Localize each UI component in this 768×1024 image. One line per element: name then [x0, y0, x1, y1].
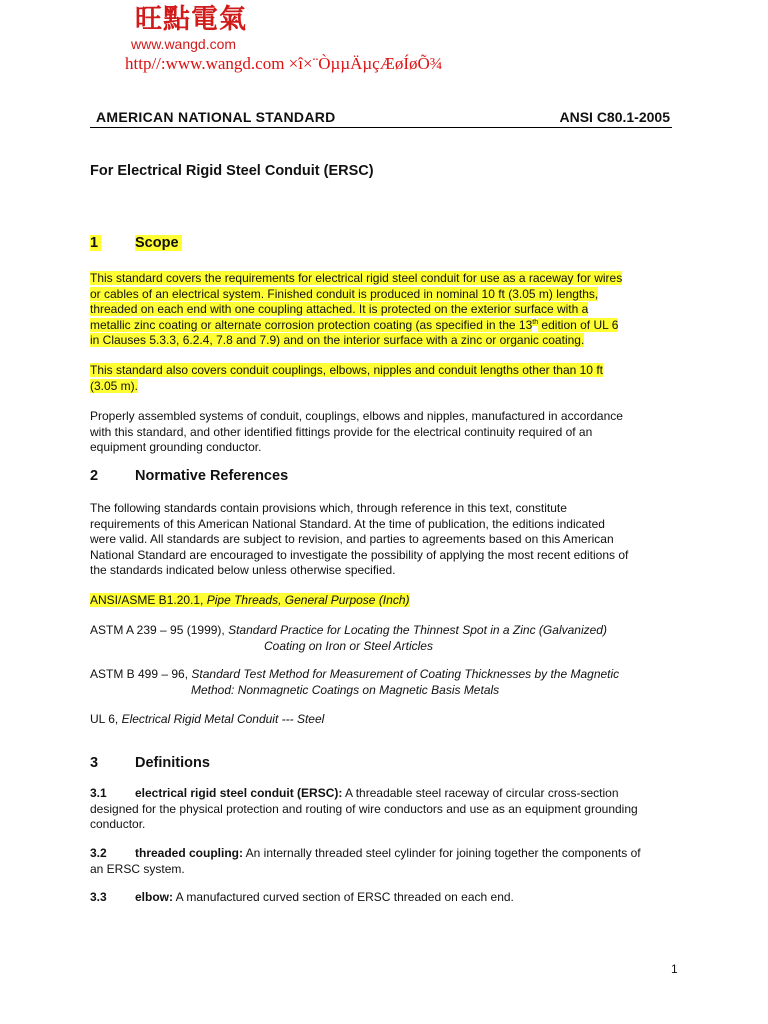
- logo-url[interactable]: www.wangd.com: [131, 36, 237, 52]
- text-line: (3.05 m).: [90, 378, 139, 393]
- definition-term: elbow:: [135, 890, 173, 904]
- definition-term: threaded coupling:: [135, 846, 243, 860]
- ad-banner-text[interactable]: http//:www.wangd.com ×î×¨ÒµµÄµçÆøÍøÕ¾: [125, 54, 443, 73]
- definition-text: an ERSC system.: [90, 861, 185, 876]
- text-line: with this standard, and other identified fittings provide for the electrical continuity required of an: [90, 424, 593, 439]
- text-line: or cables of an electrical system. Finished conduit is produced in nominal 10 ft (3.05 m) lengths,: [90, 286, 599, 301]
- definition-number: 3.2: [90, 846, 107, 860]
- text-line: edition of UL 6: [538, 317, 619, 332]
- definition-item: [90, 786, 680, 833]
- superscript: th: [532, 318, 539, 326]
- text-line: in Clauses 5.3.3, 6.2.4, 7.8 and 7.9) and on the interior surface with a zinc or organic coating.: [90, 333, 585, 347]
- document-title: For Electrical Rigid Steel Conduit (ERSC): [90, 163, 374, 179]
- section-title: Scope: [135, 235, 182, 251]
- reference-code: ASTM B 499 – 96,: [90, 667, 192, 681]
- standard-org-title: AMERICAN NATIONAL STANDARD: [96, 109, 336, 125]
- definition-text: A threadable steel raceway of circular cross-section: [342, 786, 619, 800]
- section-number: 3: [90, 755, 99, 771]
- definition-item: [90, 846, 680, 877]
- text-line: The following standards contain provisions which, through reference in this text, constitute: [90, 501, 567, 515]
- definition-text: designed for the physical protection and routing of wire conductors and use as an equipment grounding: [90, 801, 638, 816]
- reference-item: [90, 623, 607, 654]
- reference-item: [90, 712, 324, 728]
- text-line: This standard covers the requirements for electrical rigid steel conduit for use as a raceway for wires: [90, 271, 623, 285]
- reference-title: Electrical Rigid Metal Conduit --- Steel: [121, 712, 325, 726]
- definition-number: 3.3: [90, 890, 107, 904]
- reference-code: ASTM A 239 – 95 (1999),: [90, 623, 229, 637]
- scope-paragraph-2: [90, 363, 680, 394]
- text-line: metallic zinc coating or alternate corrosion protection coating (as specified in the 13: [90, 317, 533, 332]
- definition-number: 3.1: [90, 786, 107, 800]
- text-line: the standards indicated below unless otherwise specified.: [90, 563, 396, 577]
- normative-intro-paragraph: [90, 501, 680, 579]
- definition-item: [90, 890, 680, 906]
- reference-item: [90, 667, 619, 698]
- text-line: National Standard are encouraged to investigate the possibility of applying the most recent editions of: [90, 547, 629, 562]
- text-line: Properly assembled systems of conduit, couplings, elbows and nipples, manufactured in accordance: [90, 409, 623, 423]
- text-line: requirements of this American National Standard. At the time of publication, the editions indicated: [90, 516, 605, 531]
- section-number: 1: [90, 235, 101, 251]
- section-number: 2: [90, 468, 99, 484]
- definition-term: electrical rigid steel conduit (ERSC):: [135, 786, 343, 800]
- scope-paragraph-3: [90, 409, 680, 456]
- reference-title: Standard Test Method for Measurement of Coating Thicknesses by the Magnetic: [191, 667, 620, 681]
- text-line: were valid. All standards are subject to revision, and parties to agreements based on this American: [90, 532, 614, 546]
- text-line: threaded on each end with one coupling attached. It is protected on the exterior surface with a: [90, 302, 589, 316]
- reference-title-continuation: Method: Nonmagnetic Coatings on Magnetic Basis Metals: [191, 682, 500, 697]
- reference-item: [90, 593, 410, 609]
- reference-code: ANSI/ASME B1.20.1,: [90, 593, 207, 607]
- reference-title-continuation: Coating on Iron or Steel Articles: [264, 638, 433, 653]
- standard-number: ANSI C80.1-2005: [559, 109, 670, 125]
- reference-title: Pipe Threads, General Purpose (Inch): [206, 593, 410, 607]
- reference-title: Standard Practice for Locating the Thinnest Spot in a Zinc (Galvanized): [228, 623, 607, 637]
- reference-code: UL 6,: [90, 712, 122, 726]
- definition-text: conductor.: [90, 817, 146, 831]
- text-line: equipment grounding conductor.: [90, 440, 262, 454]
- page-number: 1: [671, 962, 678, 976]
- scope-paragraph-1: [90, 271, 680, 349]
- logo-wordmark: 旺點電氣: [135, 4, 247, 35]
- section-title: Definitions: [135, 755, 210, 771]
- text-line: This standard also covers conduit couplings, elbows, nipples and conduit lengths other than 10 ft: [90, 363, 603, 377]
- section-title: Normative References: [135, 468, 289, 484]
- definition-text: A manufactured curved section of ERSC threaded on each end.: [173, 890, 514, 904]
- definition-text: An internally threaded steel cylinder for joining together the components of: [243, 846, 641, 860]
- standard-title-bar: [90, 107, 672, 128]
